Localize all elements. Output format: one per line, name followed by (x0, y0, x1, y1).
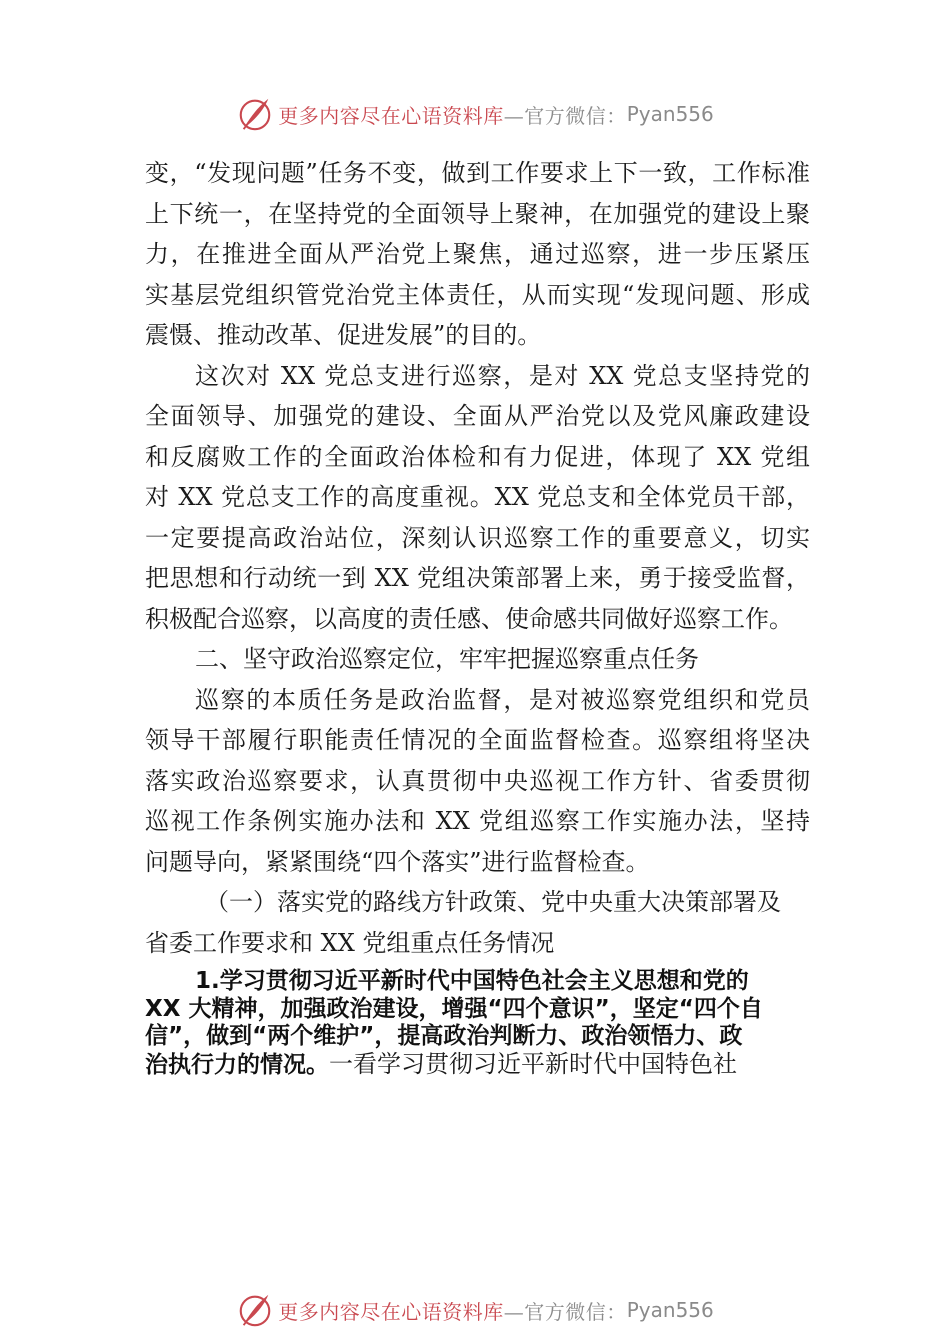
bold-text-line: 信”，做到“两个维护”，提高政治判断力、政治领悟力、政 (145, 1023, 743, 1049)
paragraph-inspection-xx (145, 356, 810, 640)
text-line: 把思想和行动统一到 XX 党组决策部署上来，勇于接受监督， (145, 564, 810, 592)
text-line: 对 XX 党总支工作的高度重视。XX 党总支和全体党员干部， (145, 483, 810, 511)
bold-text-line: XX 大精神，加强政治建设，增强“四个意识”，坚定“四个自 (145, 995, 763, 1022)
text-line: 落实政治巡察要求，认真贯彻中央巡视工作方针、省委贯彻 (145, 766, 810, 795)
text-line: 巡察的本质任务是政治监督，是对被巡察党组织和党员 (195, 685, 810, 714)
subsection-heading-1 (145, 882, 810, 963)
bold-text-line: 1.学习贯彻习近平新时代中国特色社会主义思想和党的 (195, 968, 749, 994)
item-1-block (145, 968, 820, 1078)
bold-text-segment: 治执行力的情况。 (145, 1051, 329, 1078)
watermark-main-text: 更多内容尽在心语资料库 (278, 103, 504, 128)
text-line: 领导干部履行职能责任情况的全面监督检查。巡察组将坚决 (145, 726, 810, 754)
text-line: 省委工作要求和 XX 党组重点任务情况 (145, 928, 555, 957)
text-line: 问题导向，紧紧围绕“四个落实”进行监督检查。 (145, 847, 650, 876)
text-line: 上下统一，在坚持党的全面领导上聚神，在加强党的建设上聚 (145, 199, 810, 228)
footer-watermark (0, 1288, 950, 1332)
text-line: 力，在推进全面从严治党上聚焦，通过巡察，进一步压紧压 (145, 240, 810, 268)
text-line: 实基层党组织管党治党主体责任，从而实现“发现问题、形成 (145, 280, 810, 309)
plain-text-tail: 一看学习贯彻习近平新时代中国特色社 (329, 1049, 737, 1078)
text-line: 震慑、推动改革、促进发展”的目的。 (145, 321, 542, 349)
header-watermark (0, 92, 950, 136)
watermark-sub-text: —官方微信： (503, 1299, 627, 1324)
quill-pen-icon (236, 95, 274, 133)
section-heading-2: 二、坚守政治巡察定位，牢牢把握巡察重点任务 (195, 645, 699, 673)
paragraph-inspection-task (145, 680, 810, 883)
text-line: （一）落实党的路线方针政策、党中央重大决策部署及 (205, 888, 781, 916)
paragraph-continuation (145, 153, 810, 356)
watermark-wechat-id: Pyan556 (626, 102, 714, 126)
watermark-main-text: 更多内容尽在心语资料库 (278, 1299, 504, 1324)
quill-pen-icon (236, 1291, 274, 1329)
text-line: 巡视工作条例实施办法和 XX 党组巡察工作实施办法，坚持 (145, 807, 810, 835)
text-line: 和反腐败工作的全面政治体检和有力促进，体现了 XX 党组 (145, 442, 810, 471)
text-line: 全面领导、加强党的建设、全面从严治党以及党风廉政建设 (145, 402, 810, 430)
document-body (145, 153, 810, 963)
text-line: 变，“发现问题”任务不变，做到工作要求上下一致，工作标准 (145, 159, 810, 187)
text-line: 这次对 XX 党总支进行巡察，是对 XX 党总支坚持党的 (195, 361, 810, 390)
watermark-wechat-id: Pyan556 (626, 1298, 714, 1322)
text-line: 积极配合巡察，以高度的责任感、使命感共同做好巡察工作。 (145, 604, 793, 633)
text-line: 一定要提高政治站位，深刻认识巡察工作的重要意义，切实 (145, 523, 810, 552)
watermark-sub-text: —官方微信： (503, 103, 627, 128)
bold-text-line-final (145, 1051, 820, 1079)
